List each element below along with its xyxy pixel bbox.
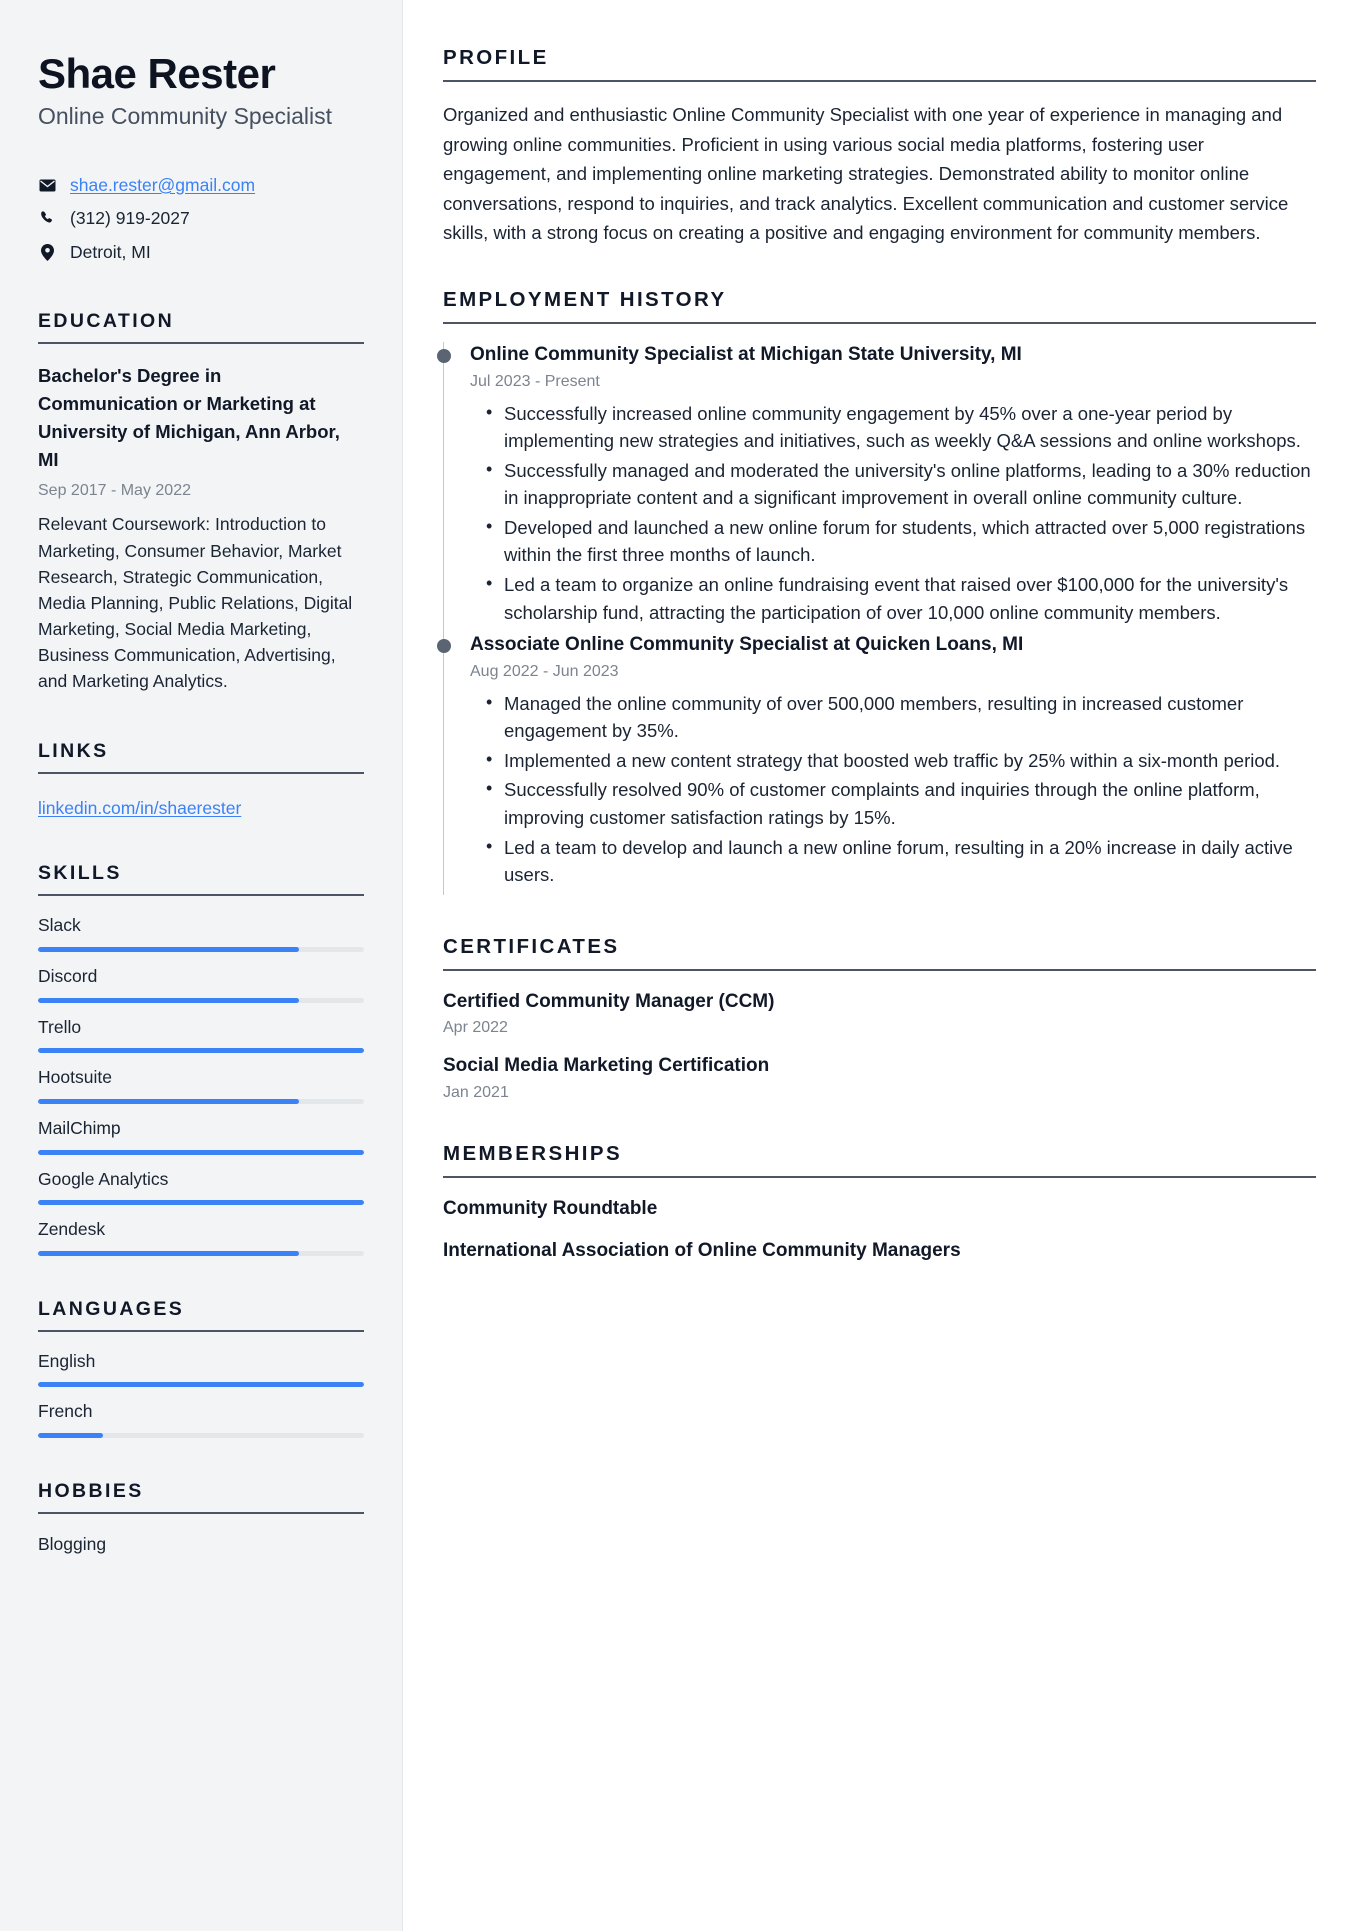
- education-date: Sep 2017 - May 2022: [38, 482, 191, 500]
- language-level-fill: [38, 1382, 364, 1387]
- membership-item: International Association of Online Community Managers: [443, 1240, 961, 1262]
- skill-label: MailChimp: [38, 1117, 121, 1138]
- skill-label: Trello: [38, 1016, 82, 1037]
- certificates-heading: CERTIFICATES: [443, 934, 620, 958]
- profile-divider: [443, 80, 1316, 82]
- skill-level-track: [38, 947, 364, 952]
- hobbies-divider: [38, 1512, 364, 1514]
- section-employment: [443, 288, 1316, 895]
- language-level-track: [38, 1382, 364, 1387]
- language-level-fill: [38, 1433, 103, 1438]
- memberships-list: [443, 1196, 1316, 1265]
- skill-level-fill: [38, 1150, 364, 1155]
- timeline-dot-icon: [437, 639, 451, 653]
- employment-title: Associate Online Community Specialist at Quicken Loans, MI: [470, 634, 1024, 656]
- skill-level-fill: [38, 998, 299, 1003]
- language-row: [38, 1400, 364, 1438]
- certificate-name: Certified Community Manager (CCM): [443, 990, 775, 1012]
- languages-divider: [38, 1330, 364, 1332]
- skill-row: [38, 965, 364, 1003]
- skill-level-fill: [38, 1251, 299, 1256]
- skill-label: Google Analytics: [38, 1168, 169, 1189]
- contact-row-phone: [38, 207, 364, 230]
- employment-entry: [443, 342, 1316, 632]
- membership-item: Community Roundtable: [443, 1197, 658, 1219]
- skill-level-track: [38, 1200, 364, 1205]
- sidebar: [0, 0, 403, 1931]
- profile-text: Organized and enthusiastic Online Community Specialist with one year of experience in managing and growing online communities. Proficient in using various social media platforms, fostering user engagement, and implementing online marketing strategies. Demonstrated ability to monitor online conversations, respond to inquiries, and track analytics. Excellent communication and customer service skills, with a strong focus on creating a positive and engaging environment for community members.: [443, 104, 1289, 244]
- employment-bullet: • Implemented a new content strategy that boosted web traffic by 25% within a six-month period.: [504, 747, 1316, 775]
- memberships-divider: [443, 1176, 1316, 1178]
- skill-level-fill: [38, 1048, 364, 1053]
- timeline-dot-icon: [437, 349, 451, 363]
- skills-list: [38, 914, 364, 1255]
- employment-bullet: • Successfully managed and moderated the university's online platforms, leading to a 30% reduction in inappropriate content and a significant improvement in overall online community culture.: [504, 457, 1316, 512]
- language-label: English: [38, 1350, 96, 1371]
- section-hobbies: [38, 1480, 364, 1557]
- skill-level-track: [38, 1251, 364, 1256]
- section-skills: [38, 862, 364, 1255]
- contact-row-email[interactable]: [38, 174, 364, 196]
- candidate-job-title: Online Community Specialist: [38, 102, 333, 129]
- employment-bullet: • Led a team to develop and launch a new online forum, resulting in a 20% increase in daily active users.: [504, 834, 1316, 889]
- skill-row: [38, 1168, 364, 1206]
- section-education: [38, 310, 364, 694]
- contact-block: [38, 174, 364, 264]
- employment-divider: [443, 322, 1316, 324]
- language-row: [38, 1350, 364, 1388]
- certificate-name: Social Media Marketing Certification: [443, 1055, 770, 1077]
- location-pin-icon: [38, 244, 57, 261]
- employment-bullet: • Developed and launched a new online forum for students, which attracted over 5,000 registrations within the first three months of launch.: [504, 514, 1316, 569]
- certificate-item: [443, 989, 1316, 1038]
- language-level-track: [38, 1433, 364, 1438]
- skill-label: Hootsuite: [38, 1067, 112, 1088]
- employment-bullet: • Led a team to organize an online fundraising event that raised over $100,000 for the university's scholarship fund, attracting the participation of over 10,000 online community members.: [504, 571, 1316, 626]
- section-languages: [38, 1298, 364, 1438]
- skill-row: [38, 1117, 364, 1155]
- section-certificates: [443, 935, 1316, 1102]
- skill-level-fill: [38, 947, 299, 952]
- certificate-date: Jan 2021: [443, 1083, 509, 1101]
- employment-bullet: • Successfully resolved 90% of customer complaints and inquiries through the online platform, improving customer satisfaction ratings by 15%.: [504, 776, 1316, 831]
- section-links: [38, 740, 364, 821]
- skill-label: Slack: [38, 915, 81, 936]
- skill-level-track: [38, 1150, 364, 1155]
- skill-level-track: [38, 1048, 364, 1053]
- skill-row: [38, 1016, 364, 1054]
- skill-row: [38, 1218, 364, 1256]
- skill-level-track: [38, 998, 364, 1003]
- education-description: Relevant Coursework: Introduction to Marketing, Consumer Behavior, Market Research, Strategic Communication, Media Planning, Public Relations, Digital Marketing, Social Media Marketing, Business Communication, Advertising, and Marketing Analytics.: [38, 514, 353, 691]
- location-text: Detroit, MI: [70, 241, 151, 262]
- employment-date: Jul 2023 - Present: [470, 372, 600, 390]
- section-profile: [443, 46, 1316, 248]
- education-heading: EDUCATION: [38, 309, 175, 332]
- employment-bullet: • Successfully increased online community engagement by 45% over a one-year period by implementing new strategies and initiatives, such as weekly Q&A sessions and online workshops.: [504, 400, 1316, 455]
- skill-row: [38, 1066, 364, 1104]
- section-memberships: [443, 1142, 1316, 1265]
- employment-bullets: [470, 690, 1316, 889]
- skill-label: Discord: [38, 966, 98, 986]
- links-divider: [38, 772, 364, 774]
- languages-list: [38, 1350, 364, 1438]
- email-link[interactable]: shae.rester@gmail.com: [70, 174, 256, 195]
- skill-level-track: [38, 1099, 364, 1104]
- employment-title: Online Community Specialist at Michigan State University, MI: [470, 343, 1022, 365]
- certificates-list: [443, 989, 1316, 1102]
- certificate-date: Apr 2022: [443, 1019, 508, 1037]
- employment-date: Aug 2022 - Jun 2023: [470, 662, 619, 680]
- candidate-name: Shae Rester: [38, 50, 276, 97]
- envelope-icon: [38, 179, 57, 192]
- skill-label: Zendesk: [38, 1219, 106, 1240]
- phone-icon: [38, 210, 57, 226]
- employment-timeline: [443, 342, 1316, 895]
- certificates-divider: [443, 969, 1316, 971]
- education-title: Bachelor's Degree in Communication or Marketing at University of Michigan, Ann Arbor, MI: [38, 364, 340, 470]
- languages-heading: LANGUAGES: [38, 1297, 185, 1320]
- links-body: [38, 792, 364, 821]
- skills-heading: SKILLS: [38, 862, 122, 885]
- employment-heading: EMPLOYMENT HISTORY: [443, 287, 727, 311]
- links-heading: LINKS: [38, 739, 109, 762]
- contact-row-location: [38, 241, 364, 264]
- skills-divider: [38, 894, 364, 896]
- skill-level-fill: [38, 1200, 364, 1205]
- skill-level-fill: [38, 1099, 299, 1104]
- link-item-linkedin[interactable]: linkedin.com/in/shaerester: [38, 797, 242, 818]
- employment-entry: [443, 632, 1316, 895]
- language-label: French: [38, 1401, 93, 1422]
- skill-row: [38, 914, 364, 952]
- education-entry: [38, 362, 364, 694]
- main-column: [403, 0, 1366, 1931]
- certificate-item: [443, 1053, 1316, 1102]
- education-divider: [38, 342, 364, 344]
- employment-bullet: • Managed the online community of over 500,000 members, resulting in increased customer engagement by 35%.: [504, 690, 1316, 745]
- memberships-heading: MEMBERSHIPS: [443, 1141, 623, 1165]
- phone-text: (312) 919-2027: [70, 208, 190, 229]
- employment-bullets: [470, 400, 1316, 627]
- profile-heading: PROFILE: [443, 46, 549, 69]
- hobbies-heading: HOBBIES: [38, 1480, 144, 1502]
- hobby-item: Blogging: [38, 1534, 107, 1554]
